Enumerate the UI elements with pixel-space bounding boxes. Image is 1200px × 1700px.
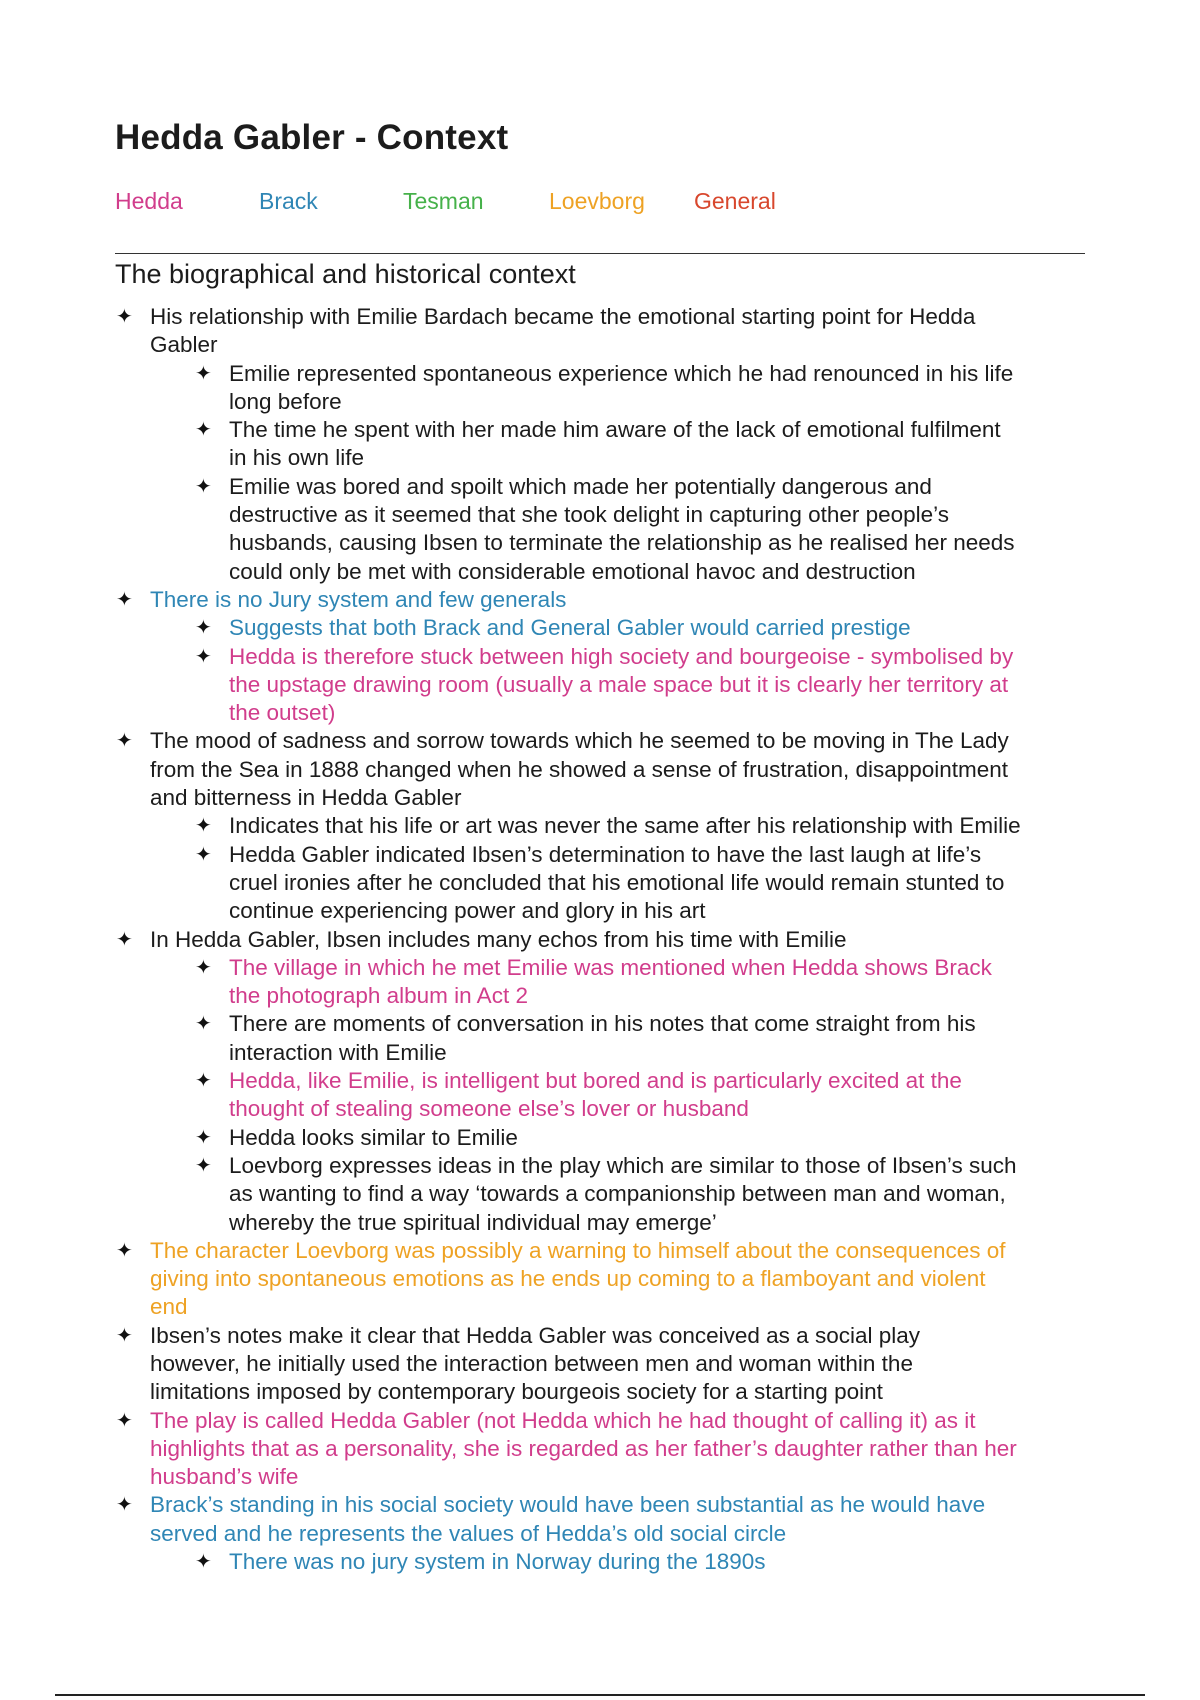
bullet-text: served and he represents the values of Hedda’s old social circle xyxy=(150,1520,787,1546)
bullet-item-continuation xyxy=(0,699,1200,727)
bullet-item-continuation xyxy=(0,1180,1200,1208)
four-point-star-icon: ✦ xyxy=(195,1070,212,1093)
bullet-text: Emilie was bored and spoilt which made her potentially dangerous and xyxy=(229,473,932,499)
bullet-text: could only be met with considerable emotional havoc and destruction xyxy=(229,558,916,584)
bullet-text: The mood of sadness and sorrow towards which he seemed to be moving in The Lady xyxy=(150,728,1009,754)
legend-tesman: Tesman xyxy=(403,188,484,214)
bullet-item-continuation xyxy=(0,897,1200,925)
bullet-item xyxy=(0,1067,1200,1095)
section-heading: The biographical and historical context xyxy=(115,259,576,289)
bullet-item xyxy=(0,643,1200,671)
bullet-text: In Hedda Gabler, Ibsen includes many echos from his time with Emilie xyxy=(150,926,847,952)
bullet-text: highlights that as a personality, she is regarded as her father’s daughter rather than her xyxy=(150,1435,1017,1461)
bullet-item-continuation xyxy=(0,501,1200,529)
bullet-text: the outset) xyxy=(229,700,336,726)
bullet-text: limitations imposed by contemporary bourgeois society for a starting point xyxy=(150,1379,883,1405)
four-point-star-icon: ✦ xyxy=(195,1551,212,1574)
bullet-item xyxy=(0,1124,1200,1152)
bullet-item-continuation xyxy=(0,388,1200,416)
bullet-text: cruel ironies after he concluded that his emotional life would remain stunted to xyxy=(229,869,1005,895)
four-point-star-icon: ✦ xyxy=(195,645,212,668)
bullet-text: giving into spontaneous emotions as he ends up coming to a flamboyant and violent xyxy=(150,1266,986,1292)
bullet-text: long before xyxy=(229,388,342,414)
four-point-star-icon: ✦ xyxy=(116,928,133,951)
four-point-star-icon: ✦ xyxy=(116,1494,133,1517)
bullet-text: husband’s wife xyxy=(150,1464,299,1490)
bullet-text: end xyxy=(150,1294,188,1320)
bullet-item-continuation xyxy=(0,1378,1200,1406)
bullet-text: Hedda looks similar to Emilie xyxy=(229,1124,518,1150)
bullet-item xyxy=(0,1491,1200,1519)
four-point-star-icon: ✦ xyxy=(116,1409,133,1432)
bullet-text: Gabler xyxy=(150,332,218,358)
bullet-item xyxy=(0,473,1200,501)
bullet-item xyxy=(0,841,1200,869)
bullet-item-continuation xyxy=(0,671,1200,699)
bullet-item xyxy=(0,1152,1200,1180)
four-point-star-icon: ✦ xyxy=(116,306,133,328)
bullet-text: husbands, causing Ibsen to terminate the relationship as he realised her needs xyxy=(229,530,1015,556)
bullet-text: in his own life xyxy=(229,445,365,471)
bullet-text: The play is called Hedda Gabler (not Hedda which he had thought of calling it) as it xyxy=(150,1407,976,1433)
bullet-text: Hedda, like Emilie, is intelligent but bored and is particularly excited at the xyxy=(229,1068,962,1094)
bullet-text: Hedda Gabler indicated Ibsen’s determination to have the last laugh at life’s xyxy=(229,841,982,867)
bullet-text: the photograph album in Act 2 xyxy=(229,983,528,1009)
legend-general: General xyxy=(694,188,776,214)
bullet-text: The time he spent with her made him aware of the lack of emotional fulfilment xyxy=(229,417,1001,443)
bullet-item-continuation xyxy=(0,1463,1200,1491)
four-point-star-icon: ✦ xyxy=(195,617,212,640)
bullet-item xyxy=(0,586,1200,614)
notes-list xyxy=(0,303,1200,1576)
bullet-item xyxy=(0,926,1200,954)
bullet-text: The character Loevborg was possibly a warning to himself about the consequences of xyxy=(150,1237,1006,1263)
bullet-item-continuation xyxy=(0,1293,1200,1321)
bullet-item xyxy=(0,416,1200,444)
bullet-text: Ibsen’s notes make it clear that Hedda Gabler was conceived as a social play xyxy=(150,1322,920,1348)
bullet-item xyxy=(0,1237,1200,1265)
bullet-text: the upstage drawing room (usually a male space but it is clearly her territory at xyxy=(229,671,1009,697)
bullet-item-continuation xyxy=(0,444,1200,472)
bullet-text: Loevborg expresses ideas in the play which are similar to those of Ibsen’s such xyxy=(229,1152,1017,1178)
bullet-item-continuation xyxy=(0,1039,1200,1067)
bullet-item-continuation xyxy=(0,558,1200,586)
four-point-star-icon: ✦ xyxy=(195,843,212,866)
four-point-star-icon: ✦ xyxy=(195,1154,212,1177)
four-point-star-icon: ✦ xyxy=(116,730,133,753)
four-point-star-icon: ✦ xyxy=(195,1013,212,1036)
bullet-text: and bitterness in Hedda Gabler xyxy=(150,785,462,811)
bullet-text: There was no jury system in Norway during the 1890s xyxy=(229,1549,766,1575)
four-point-star-icon: ✦ xyxy=(116,588,133,611)
bullet-item-continuation xyxy=(0,1435,1200,1463)
bullet-item xyxy=(0,1322,1200,1350)
bullet-item-continuation xyxy=(0,1095,1200,1123)
bullet-item-continuation xyxy=(0,1209,1200,1237)
bullet-text: Hedda is therefore stuck between high society and bourgeoise - symbolised by xyxy=(229,643,1014,669)
bullet-item xyxy=(0,727,1200,755)
bullet-item xyxy=(0,1407,1200,1435)
bullet-text: Brack’s standing in his social society would have been substantial as he would have xyxy=(150,1492,986,1518)
bullet-item xyxy=(0,1548,1200,1576)
four-point-star-icon: ✦ xyxy=(195,419,212,442)
page-bottom-divider xyxy=(55,1694,1145,1696)
bullet-item xyxy=(0,954,1200,982)
bullet-item xyxy=(0,303,1200,331)
bullet-item-continuation xyxy=(0,331,1200,359)
bullet-text: Emilie represented spontaneous experience which he had renounced in his life xyxy=(229,360,1014,386)
bullet-item xyxy=(0,360,1200,388)
bullet-item-continuation xyxy=(0,982,1200,1010)
character-color-legend xyxy=(0,188,1200,218)
bullet-item-continuation xyxy=(0,756,1200,784)
four-point-star-icon: ✦ xyxy=(195,1126,212,1149)
bullet-item-continuation xyxy=(0,869,1200,897)
bullet-text: from the Sea in 1888 changed when he showed a sense of frustration, disappointment xyxy=(150,756,1009,782)
four-point-star-icon: ✦ xyxy=(195,956,212,979)
four-point-star-icon: ✦ xyxy=(116,1324,133,1347)
four-point-star-icon: ✦ xyxy=(195,815,212,838)
bullet-item xyxy=(0,614,1200,642)
bullet-item xyxy=(0,812,1200,840)
bullet-text: destructive as it seemed that she took delight in capturing other people’s xyxy=(229,502,950,528)
bullet-item-continuation xyxy=(0,529,1200,557)
four-point-star-icon: ✦ xyxy=(116,1239,133,1262)
bullet-item xyxy=(0,1010,1200,1038)
four-point-star-icon: ✦ xyxy=(195,362,212,385)
bullet-text: The village in which he met Emilie was mentioned when Hedda shows Brack xyxy=(229,954,992,980)
legend-hedda: Hedda xyxy=(115,188,183,214)
bullet-text: There is no Jury system and few generals xyxy=(150,586,567,612)
bullet-item-continuation xyxy=(0,1265,1200,1293)
bullet-text: as wanting to find a way ‘towards a companionship between man and woman, xyxy=(229,1181,1006,1207)
bullet-text: interaction with Emilie xyxy=(229,1039,447,1065)
bullet-text: His relationship with Emilie Bardach became the emotional starting point for Hedda xyxy=(150,304,976,329)
four-point-star-icon: ✦ xyxy=(195,475,212,498)
bullet-item-continuation xyxy=(0,1350,1200,1378)
page-title: Hedda Gabler - Context xyxy=(115,118,509,157)
bullet-item-continuation xyxy=(0,784,1200,812)
bullet-text: however, he initially used the interaction between men and woman within the xyxy=(150,1350,913,1376)
bullet-text: Suggests that both Brack and General Gabler would carried prestige xyxy=(229,615,911,641)
legend-brack: Brack xyxy=(259,188,318,214)
heading-divider xyxy=(115,253,1085,254)
legend-loevborg: Loevborg xyxy=(549,188,645,214)
bullet-item-continuation xyxy=(0,1520,1200,1548)
bullet-text: Indicates that his life or art was never the same after his relationship with Emilie xyxy=(229,813,1021,839)
bullet-text: continue experiencing power and glory in his art xyxy=(229,898,706,924)
bullet-text: There are moments of conversation in his notes that come straight from his xyxy=(229,1011,976,1037)
bullet-text: thought of stealing someone else’s lover or husband xyxy=(229,1096,749,1122)
bullet-text: whereby the true spiritual individual may emerge’ xyxy=(229,1209,717,1235)
